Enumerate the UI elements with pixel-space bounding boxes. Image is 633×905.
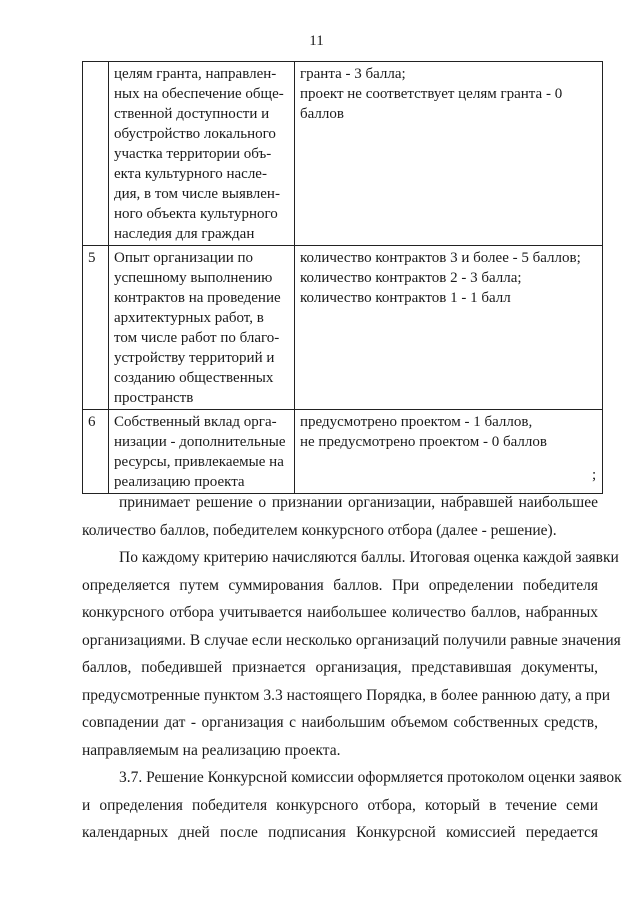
criterion-cell <box>109 410 295 494</box>
row-number-cell: 5 <box>83 246 109 410</box>
criterion-line: архитектурных работ, в <box>114 310 264 326</box>
paragraph-3-7 <box>82 764 622 847</box>
page-number: 11 <box>309 33 324 49</box>
criterion-line: целям гранта, направлен- <box>114 66 277 82</box>
scoring-cell <box>295 246 603 410</box>
scoring-line: проект не соответствует целям гранта - 0 <box>300 86 563 102</box>
scoring-cell <box>295 62 603 246</box>
criterion-line: контрактов на проведение <box>114 290 281 306</box>
scoring-cell <box>295 410 603 494</box>
paragraph-line: 3.7. Решение Конкурсной комиссии оформляется протоколом оценки заявок <box>119 769 622 786</box>
scoring-line: количество контрактов 2 - 3 балла; <box>300 270 522 286</box>
criterion-line: созданию общественных <box>114 370 274 386</box>
criterion-line: успешному выполнению <box>114 270 273 286</box>
table-trailing-semicolon: ; <box>592 467 597 483</box>
criterion-line: екта культурного насле- <box>114 166 267 182</box>
criterion-line: наследия для граждан <box>114 226 255 242</box>
scoring-line: не предусмотрено проектом - 0 баллов <box>300 434 547 450</box>
paragraph-decision <box>82 489 598 544</box>
criterion-cell <box>109 246 295 410</box>
scoring-line: предусмотрено проектом - 1 баллов, <box>300 414 533 430</box>
scoring-line: количество контрактов 1 - 1 балл <box>300 290 511 306</box>
paragraph-line: календарных дней после подписания Конкурсной комиссией передается <box>82 824 598 841</box>
scoring-line: количество контрактов 3 и более - 5 баллов; <box>300 250 581 266</box>
criterion-line: пространств <box>114 390 194 406</box>
criterion-line: участка территории объ- <box>114 146 272 162</box>
row-number-cell: 6 <box>83 410 109 494</box>
criterion-line: реализацию проекта <box>114 474 245 490</box>
paragraph-line: предусмотренные пунктом 3.3 настоящего Порядка, в более раннюю дату, а при <box>82 686 611 704</box>
paragraph-line: баллов, победившей признается организация, представившая документы, <box>82 659 598 676</box>
paragraph-line: конкурсного отбора учитывается наибольшее количество баллов, набранных <box>82 604 598 621</box>
paragraph-line: определяется путем суммирования баллов. При определении победителя <box>82 576 598 594</box>
scoring-line: гранта - 3 балла; <box>300 66 406 82</box>
paragraph-line: принимает решение о признании организации, набравшей наибольшее <box>119 494 598 511</box>
scoring-line: баллов <box>300 106 344 122</box>
criterion-line: дия, в том числе выявлен- <box>114 186 280 202</box>
paragraph-line: организациями. В случае если несколько организаций получили равные значения <box>82 631 621 649</box>
criterion-line: Собственный вклад орга- <box>114 414 277 430</box>
paragraph-line: совпадении дат - организация с наибольшим объемом собственных средств, <box>82 714 598 731</box>
criterion-line: ного объекта культурного <box>114 206 278 222</box>
criterion-line: обустройство локального <box>114 126 276 142</box>
row-number-cell <box>83 62 109 246</box>
criterion-line: Опыт организации по <box>114 250 254 266</box>
criterion-line: ственной доступности и <box>114 106 270 122</box>
paragraph-line: направляемым на реализацию проекта. <box>82 741 341 759</box>
criteria-table <box>82 61 603 494</box>
criterion-cell <box>109 62 295 246</box>
paragraph-scoring <box>82 544 621 764</box>
criterion-line: ных на обеспечение обще- <box>114 86 284 102</box>
paragraph-line: и определения победителя конкурсного отбора, который в течение семи <box>82 796 598 814</box>
table-row <box>83 410 603 494</box>
criterion-line: ресурсы, привлекаемые на <box>114 454 284 470</box>
table-row <box>83 62 603 246</box>
table-row <box>83 246 603 410</box>
paragraph-line: По каждому критерию начисляются баллы. Итоговая оценка каждой заявки <box>119 549 619 566</box>
criterion-line: том числе работ по благо- <box>114 330 280 346</box>
criterion-line: устройству территорий и <box>114 350 275 366</box>
criterion-line: низации - дополнительные <box>114 434 286 450</box>
paragraph-line: количество баллов, победителем конкурсного отбора (далее - решение). <box>82 521 557 539</box>
